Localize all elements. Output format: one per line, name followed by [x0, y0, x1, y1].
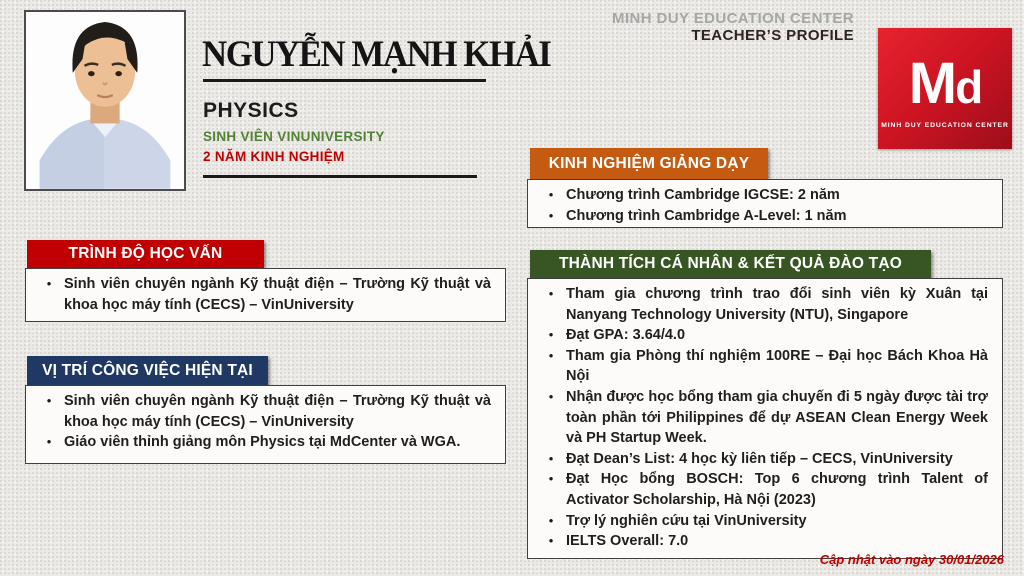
bullet-icon: • [548, 207, 554, 223]
list-item [536, 325, 988, 346]
list-item [536, 185, 988, 206]
list-item-text: Chương trình Cambridge IGCSE: 2 năm [566, 187, 840, 203]
bullet-icon: • [46, 393, 52, 408]
section-title: VỊ TRÍ CÔNG VIỆC HIỆN TẠI [42, 361, 253, 379]
list-item [536, 511, 988, 532]
list-item-text: Giáo viên thỉnh giảng môn Physics tại MdCenter và WGA. [64, 434, 461, 451]
current-position-box [25, 385, 506, 464]
list-item-text: Nhận được học bổng tham gia chuyến đi 5 ngày được tài trợ toàn phần tới Philippines để dự ASEAN Clean Energy Week và PH Startup Week. [566, 388, 988, 447]
bullet-icon: • [548, 187, 554, 202]
section-title: KINH NGHIỆM GIẢNG DẠY [548, 154, 750, 172]
brand-header [612, 10, 854, 44]
logo-monogram: Md [908, 51, 982, 116]
bullet-icon: • [548, 327, 554, 343]
list-item [536, 206, 988, 227]
list-item-text: Sinh viên chuyên ngành Kỹ thuật điện – Trường Kỹ thuật và khoa học máy tính (CECS) – VinUniversity [64, 393, 491, 430]
bullet-icon: • [46, 276, 52, 291]
md-logo [878, 28, 1012, 149]
list-item-text: Trợ lý nghiên cứu tại VinUniversity [566, 512, 807, 529]
list-item [34, 432, 491, 453]
list-item [536, 387, 988, 449]
list-item-text: Đạt Dean’s List: 4 học kỳ liên tiếp – CECS, VinUniversity [566, 450, 953, 467]
center-name: MINH DUY EDUCATION CENTER [612, 10, 854, 27]
section-header-achievements [530, 250, 931, 278]
list-item-text: Sinh viên chuyên ngành Kỹ thuật điện – Trường Kỹ thuật và khoa học máy tính (CECS) – VinUniversity [64, 276, 491, 313]
bullet-icon: • [548, 450, 554, 466]
experience-years-line: 2 NĂM KINH NGHIỆM [203, 149, 345, 164]
list-item-text: Đạt GPA: 3.64/4.0 [566, 327, 686, 344]
bullet-icon: • [548, 533, 554, 549]
list-item-text: Tham gia chương trình trao đổi sinh viên kỳ Xuân tại Nanyang Technology University (NTU), Singapore [566, 286, 988, 323]
bullet-icon: • [548, 512, 554, 528]
education-box [25, 268, 506, 322]
list-item-text: Tham gia Phòng thí nghiệm 100RE – Đại học Bách Khoa Hà Nội [566, 347, 988, 385]
teacher-photo [24, 10, 186, 191]
list-item [536, 531, 988, 552]
list-item-text: Chương trình Cambridge A-Level: 1 năm [566, 207, 847, 224]
divider [203, 175, 477, 178]
list-item [34, 274, 491, 315]
teacher-name: NGUYỄN MẠNH KHẢI [202, 34, 551, 75]
education-status-line: SINH VIÊN VINUNIVERSITY [203, 129, 385, 144]
bullet-icon: • [46, 434, 52, 450]
bullet-icon: • [548, 388, 554, 404]
subject-label: PHYSICS [203, 99, 299, 122]
bullet-icon: • [548, 471, 554, 487]
list-item [34, 391, 491, 432]
section-header-education [27, 240, 264, 268]
list-item [536, 346, 988, 387]
list-item [536, 449, 988, 470]
bullet-icon: • [548, 347, 554, 363]
update-date-note: Cập nhật vào ngày 30/01/2026 [819, 552, 1004, 567]
list-item [536, 284, 988, 325]
section-title: THÀNH TÍCH CÁ NHÂN & KẾT QUẢ ĐÀO TẠO [558, 255, 902, 272]
achievements-box [527, 278, 1003, 559]
section-title: TRÌNH ĐỘ HỌC VẤN [68, 245, 223, 262]
list-item-text: Đạt Học bổng BOSCH: Top 6 chương trình Talent of Activator Scholarship, Hà Nội (2023) [566, 471, 988, 508]
section-header-current-position [27, 356, 268, 385]
person-avatar [26, 12, 184, 189]
teaching-experience-box [527, 179, 1003, 228]
list-item [536, 469, 988, 510]
section-header-teaching-experience [530, 148, 768, 179]
bullet-icon: • [548, 286, 554, 301]
logo-caption: MINH DUY EDUCATION CENTER [881, 122, 1009, 129]
divider [203, 79, 486, 82]
document-type: TEACHER’S PROFILE [691, 27, 854, 44]
list-item-text: IELTS Overall: 7.0 [566, 533, 689, 550]
